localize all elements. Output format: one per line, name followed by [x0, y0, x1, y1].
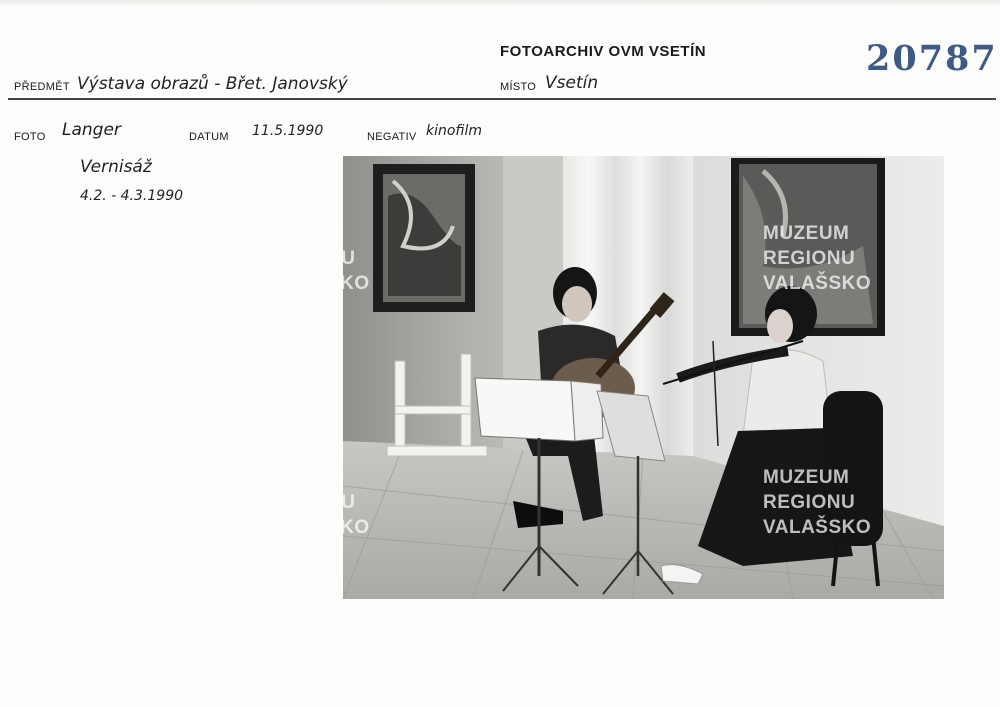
museum-watermark-left-upper	[327, 221, 381, 296]
watermark-left-line-1: M	[327, 467, 344, 488]
card-top-edge	[0, 0, 1000, 6]
foto-label: FOTO	[14, 131, 46, 143]
misto-label: MÍSTO	[500, 81, 537, 93]
note-vernisaz: Vernisáž	[80, 157, 152, 177]
predmet-value: Výstava obrazů - Břet. Janovský	[77, 74, 348, 94]
watermark-line-1: MUZEUM	[763, 223, 850, 244]
negativ-label: NEGATIV	[367, 131, 417, 143]
note-dates: 4.2. - 4.3.1990	[80, 188, 184, 204]
header-divider	[8, 98, 996, 100]
datum-value: 11.5.1990	[252, 123, 324, 139]
negativ-value: kinofilm	[426, 123, 483, 139]
watermark-left-line-1: M	[327, 223, 344, 244]
museum-watermark-upper	[763, 221, 871, 296]
watermark-line-2: REGIONU	[763, 248, 856, 269]
museum-watermark-left-lower	[327, 465, 381, 540]
foto-value: Langer	[62, 120, 121, 140]
watermark-left-line-2: NU	[327, 492, 356, 513]
watermark-line-3: VALAŠSKO	[763, 517, 872, 538]
concert-photograph	[327, 156, 944, 599]
predmet-label: PŘEDMĚT	[14, 81, 70, 93]
stamp-number: 20787	[866, 38, 998, 79]
watermark-left-line-3: SKO	[327, 273, 370, 294]
watermark-line-2: REGIONU	[763, 492, 856, 513]
watermark-left-line-3: SKO	[327, 517, 370, 538]
watermark-line-3: VALAŠSKO	[763, 273, 872, 294]
museum-watermark-lower	[763, 465, 871, 540]
archive-title: FOTOARCHIV OVM VSETÍN	[500, 43, 707, 60]
watermark-line-1: MUZEUM	[763, 467, 850, 488]
watermark-left-line-2: NU	[327, 248, 356, 269]
datum-label: DATUM	[189, 131, 229, 143]
misto-value: Vsetín	[545, 73, 599, 93]
